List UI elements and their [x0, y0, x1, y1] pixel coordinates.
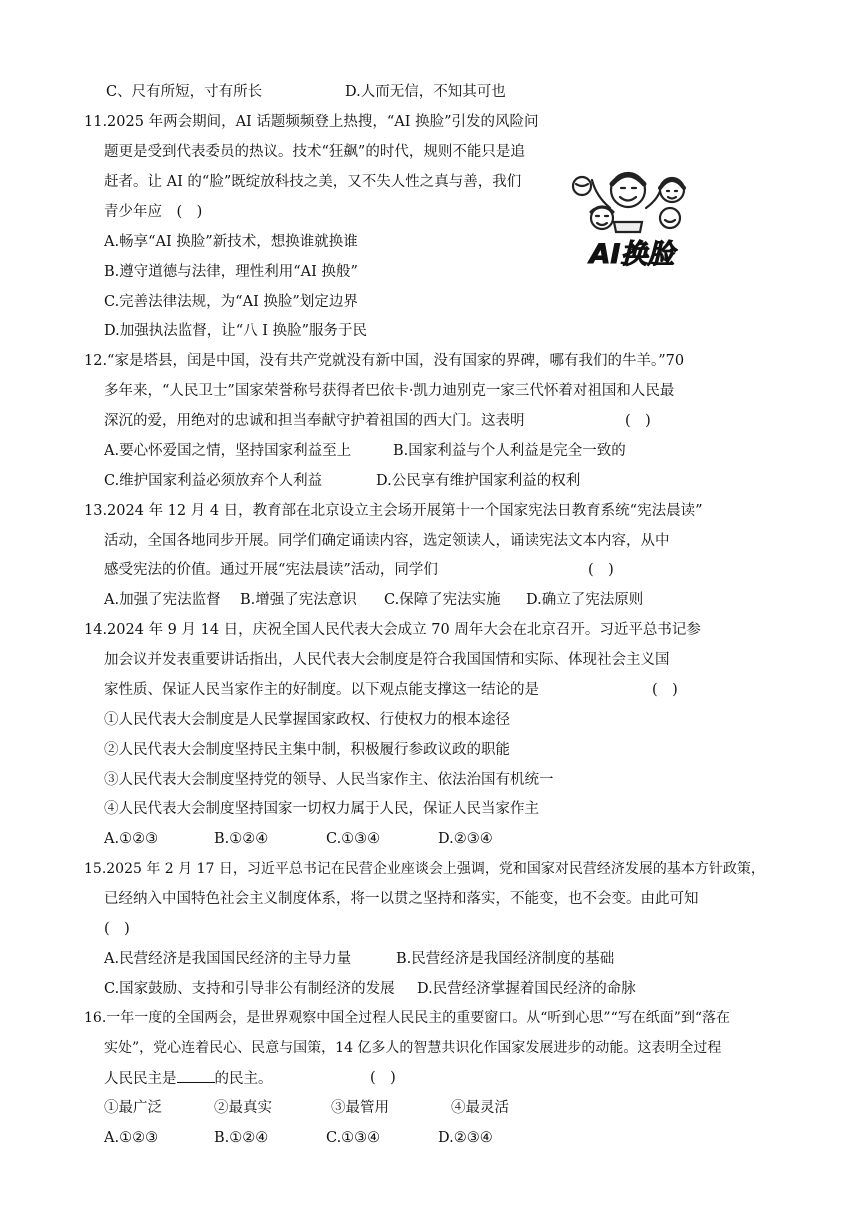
q14-statement-3: ③人民代表大会制度坚持党的领导、人民当家作主、依法治国有机统一	[104, 772, 554, 788]
q14-answer-paren: ( )	[652, 682, 678, 698]
q12-answer-paren: ( )	[625, 413, 651, 429]
q16-choice-1: ①最广泛	[104, 1100, 162, 1116]
q15-option-a: A.民营经济是我国国民经济的主导力量	[104, 951, 352, 967]
q11-stem-line-3: 赶者。让 AI 的“脸”既绽放科技之美，又不失人性之真与善，我们	[104, 174, 522, 190]
q13-option-a: A.加强了宪法监督	[104, 592, 221, 608]
q16-fill-blank	[177, 1068, 215, 1083]
q13-option-b: B.增强了宪法意识	[240, 592, 357, 608]
q12-option-c: C.维护国家利益必须放弃个人利益	[104, 473, 323, 489]
q12-stem-line-1: 12.“家是塔县，闰是中国，没有共产党就没有新中国，没有国家的界碑，哪有我们的牛羊。”70	[84, 353, 685, 369]
q12-stem-line-2: 多年来，“人民卫士”国家荣誉称号获得者巴依卡·凯力迪别克一家三代怀着对祖国和人民最	[104, 383, 675, 399]
q11-stem-line-4: 青少年应 ( )	[104, 204, 203, 220]
q13-stem-line-1: 13.2024 年 12 月 4 日，教育部在北京设立主会场开展第十一个国家宪法日教育系统“宪法晨读”	[84, 503, 703, 519]
q11-option-c: C.完善法律法规，为“AI 换脸”划定边界	[104, 294, 358, 310]
q14-stem-line-1: 14.2024 年 9 月 14 日，庆祝全国人民代表大会成立 70 周年大会在北京召开。习近平总书记参	[84, 622, 701, 638]
q10-option-d: D.人而无信，不知其可也	[345, 84, 506, 100]
q12-option-a: A.要心怀爱国之情，坚持国家利益至上	[104, 443, 352, 459]
q10-option-c: C、尺有所短，寸有所长	[106, 84, 263, 100]
q12-option-b: B.国家利益与个人利益是完全一致的	[393, 443, 626, 459]
q15-stem-line-2: 已经纳入中国特色社会主义制度体系，将一以贯之坚持和落实，不能变，也不会变。由此可知	[104, 891, 699, 907]
q16-option-d: D.②③④	[438, 1130, 493, 1146]
q16-stem-line-2: 实处”，党心连着民心、民意与国策，14 亿多人的智慧共识化作国家发展进步的动能。这表明全过程	[104, 1040, 722, 1056]
q15-stem-line-1: 15.2025 年 2 月 17 日，习近平总书记在民营企业座谈会上强调，党和国家对民营经济发展的基本方针政策，	[84, 861, 765, 877]
q13-answer-paren: ( )	[588, 562, 614, 578]
q14-statement-2: ②人民代表大会制度坚持民主集中制，积极履行参政议政的职能	[104, 742, 510, 758]
q15-answer-paren: ( )	[104, 921, 130, 937]
q14-statement-1: ①人民代表大会制度是人民掌握国家政权、行使权力的根本途径	[104, 712, 510, 728]
q14-stem-line-3: 家性质、保证人民当家作主的好制度。以下观点能支撑这一结论的是	[104, 682, 539, 698]
ai-face-swap-caption: AI换脸	[589, 239, 675, 270]
q15-option-c: C.国家鼓励、支持和引导非公有制经济的发展	[104, 981, 395, 997]
q11-option-d: D.加强执法监督，让“八 I 换脸”服务于民	[104, 323, 367, 339]
ai-face-swap-illustration	[566, 160, 698, 272]
q13-option-c: C.保障了宪法实施	[384, 592, 501, 608]
q15-option-d: D.民营经济掌握着国民经济的命脉	[417, 981, 636, 997]
q15-option-b: B.民营经济是我国经济制度的基础	[396, 951, 615, 967]
q14-option-a: A.①②③	[104, 831, 159, 847]
q12-option-d: D.公民享有维护国家利益的权利	[376, 473, 581, 489]
q14-option-d: D.②③④	[438, 831, 493, 847]
q14-stem-line-2: 加会议并发表重要讲话指出，人民代表大会制度是符合我国国情和实际、体现社会主义国	[104, 652, 670, 668]
q16-choice-4: ④最灵活	[451, 1100, 509, 1116]
q14-option-b: B.①②④	[214, 831, 269, 847]
q16-option-c: C.①③④	[326, 1130, 381, 1146]
q16-option-b: B.①②④	[214, 1130, 269, 1146]
q14-statement-4: ④人民代表大会制度坚持国家一切权力属于人民，保证人民当家作主	[104, 801, 539, 817]
q12-stem-line-3: 深沉的爱，用绝对的忠诚和担当奉献守护着祖国的西大门。这表明	[104, 413, 525, 429]
q16-choice-3: ③最管用	[331, 1100, 389, 1116]
q16-stem-line-3	[104, 1068, 273, 1089]
q14-option-c: C.①③④	[326, 831, 381, 847]
q16-option-a: A.①②③	[104, 1130, 159, 1146]
q11-option-b: B.遵守道德与法律，理性利用“AI 换般”	[104, 264, 358, 280]
q13-stem-line-2: 活动，全国各地同步开展。同学们确定诵读内容，选定领读人，诵读宪法文本内容，从中	[104, 533, 670, 549]
q11-stem-line-2: 题更是受到代表委员的热议。技术“狂飙”的时代，规则不能只是追	[104, 144, 525, 160]
q16-answer-paren: ( )	[370, 1070, 396, 1086]
q16-stem-suffix: 的民主。	[214, 1071, 273, 1087]
q13-option-d: D.确立了宪法原则	[526, 592, 644, 608]
q11-option-a: A.畅享“AI 换脸”新技术，想换谁就换谁	[104, 234, 358, 250]
q16-stem-prefix: 人民民主是	[104, 1071, 177, 1087]
q16-stem-line-1: 16.一年一度的全国两会，是世界观察中国全过程人民民主的重要窗口。从“听到心思”“写在纸面”到“落在	[84, 1010, 731, 1026]
q16-choice-2: ②最真实	[214, 1100, 272, 1116]
q11-stem-line-1: 11.2025 年两会期间，AI 话题频频登上热搜，“AI 换脸”引发的风险问	[84, 114, 539, 130]
q13-stem-line-3: 感受宪法的价值。通过开展“宪法晨读”活动，同学们	[104, 562, 438, 578]
